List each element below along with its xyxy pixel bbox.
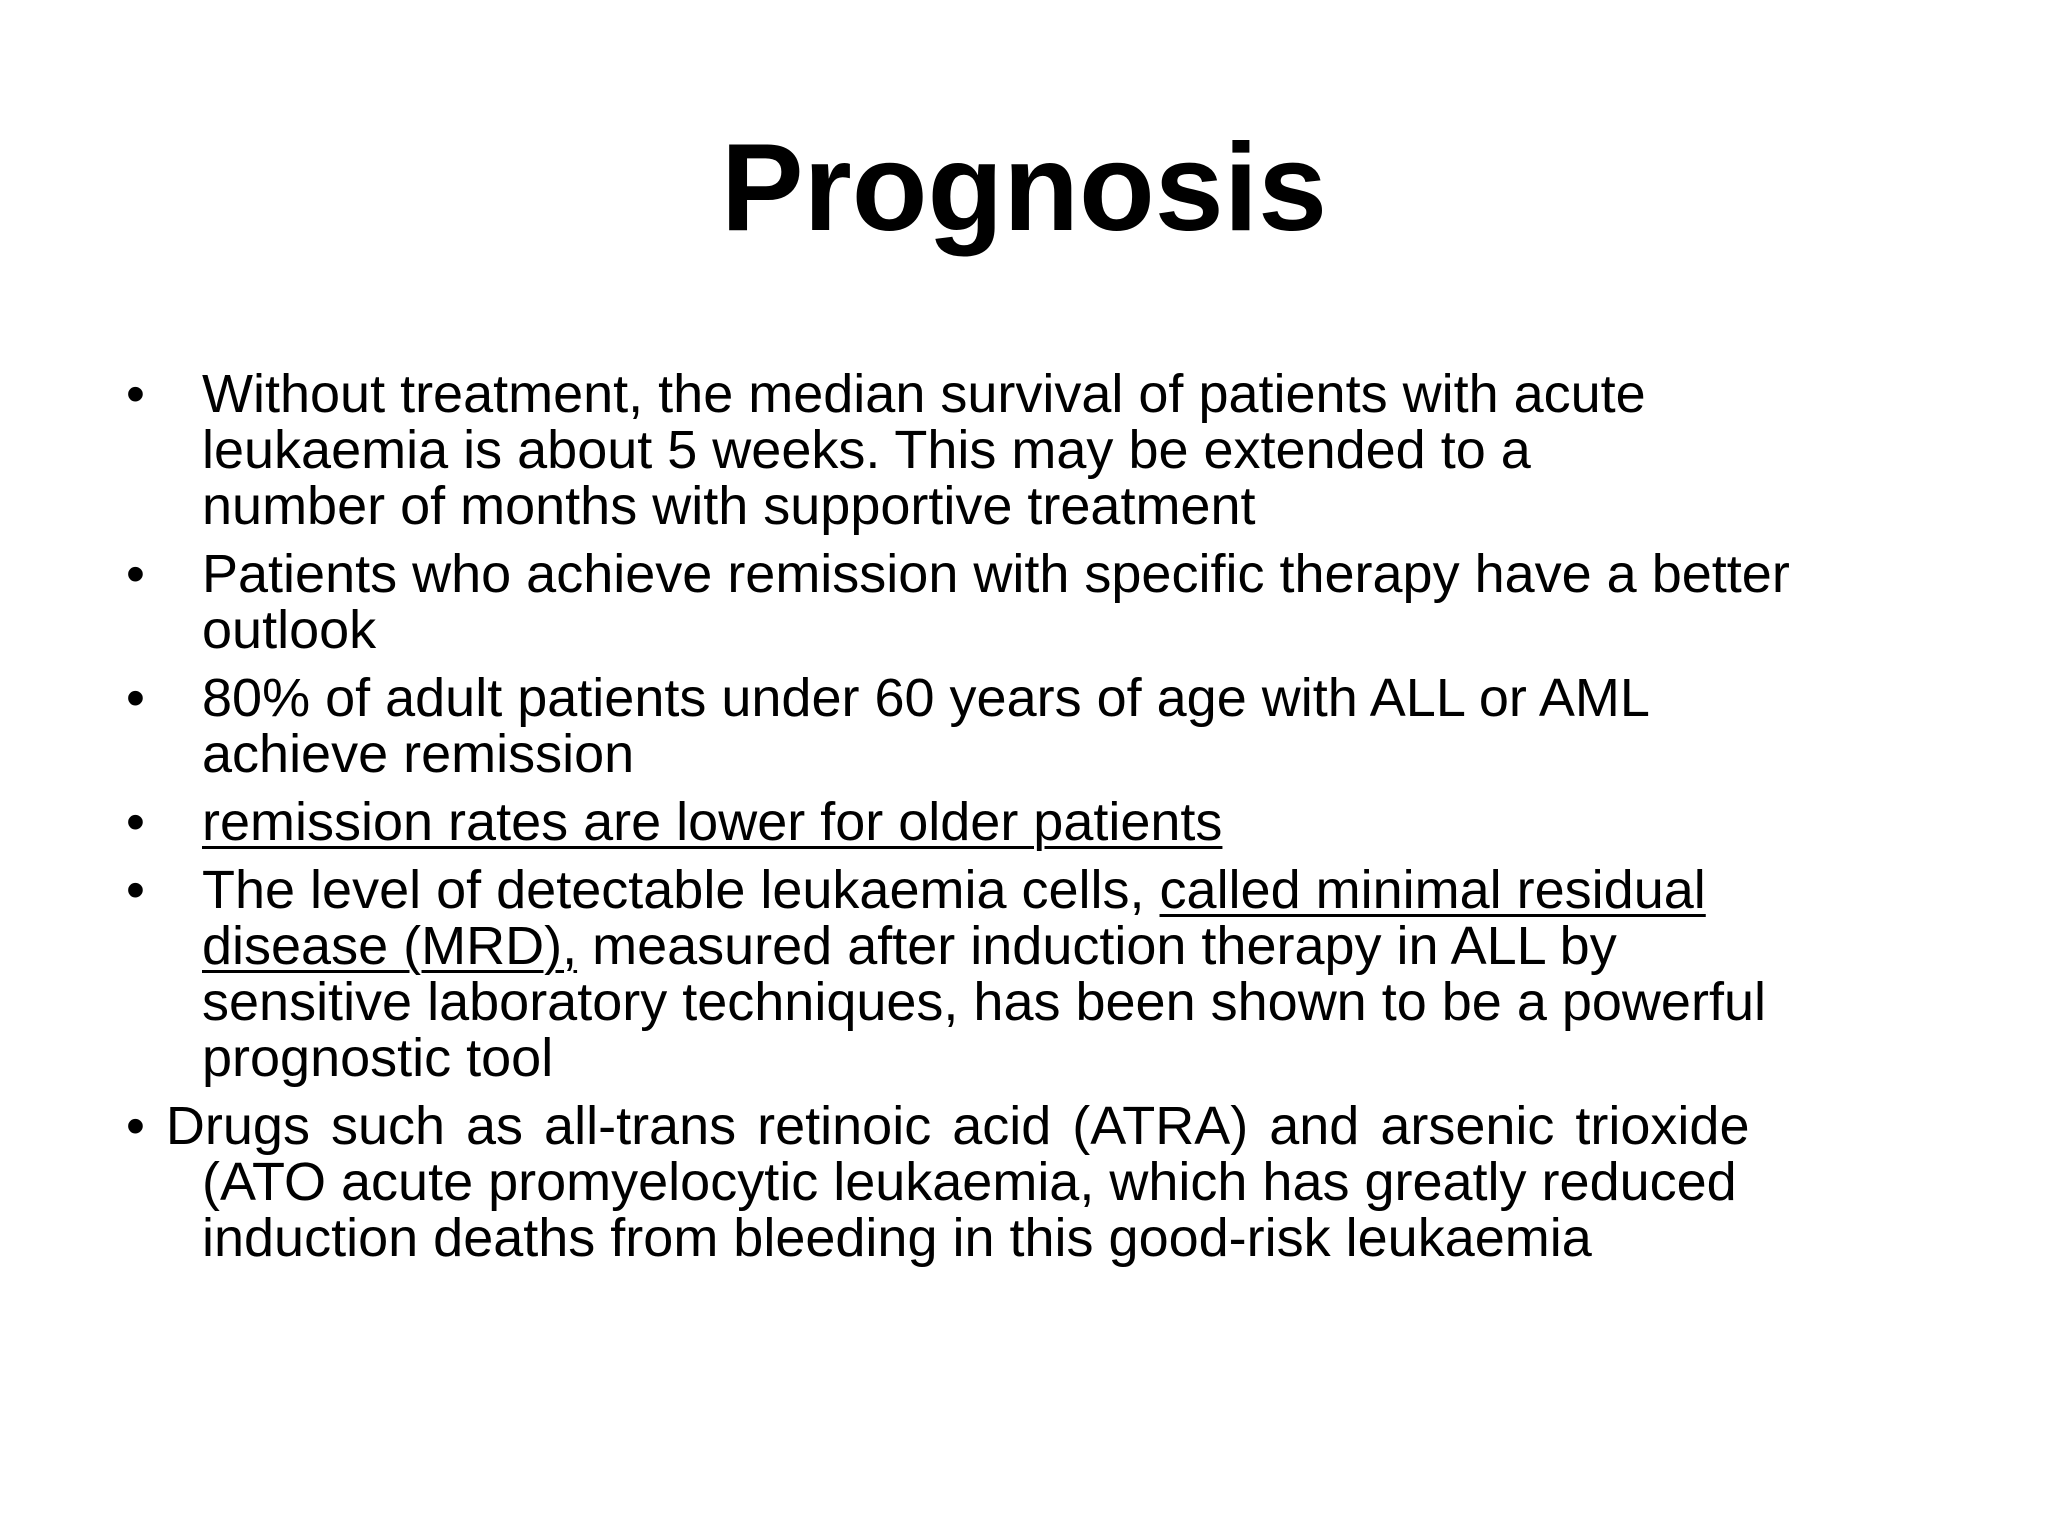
bullet-item-survival — [126, 366, 1926, 534]
bullet-list — [126, 366, 1926, 1098]
bullet-text-segment: measured after induction therapy in ALL by — [577, 916, 1617, 976]
bullet-marker: • — [126, 544, 145, 604]
bullet-text-line: number of months with supportive treatment — [202, 476, 1256, 536]
bullet-text-line: (ATO acute promyelocytic leukaemia, which has greatly reduced — [202, 1152, 1737, 1212]
bullet-text-segment: The level of detectable leukaemia cells, — [202, 860, 1160, 920]
bullet-marker: • — [126, 860, 145, 920]
bullet-marker: • — [126, 792, 145, 852]
bullet-text-line: Without treatment, the median survival of patients with acute — [202, 364, 1646, 424]
bullet-text-line — [202, 862, 1926, 918]
bullet-text-line: outlook — [202, 600, 377, 660]
bullet-text-line: achieve remission — [202, 724, 635, 784]
bullet-text-line: induction deaths from bleeding in this good-risk leukaemia — [202, 1208, 1592, 1268]
bullet-text-segment-underlined: called minimal residual — [1159, 860, 1706, 920]
bullet-text-line: Patients who achieve remission with specific therapy have a better — [202, 544, 1790, 604]
bullet-item-remission-outlook — [126, 546, 1926, 658]
bullet-text-line: • Drugs such as all-trans retinoic acid (ATRA) and arsenic trioxide — [126, 1096, 1750, 1156]
bullet-text-line: leukaemia is about 5 weeks. This may be extended to a — [202, 420, 1531, 480]
bullet-text-line-underlined: remission rates are lower for older patients — [202, 792, 1223, 852]
bullet-marker: • — [126, 364, 145, 424]
bullet-item-older-patients — [126, 794, 1926, 850]
bullet-text-segment-underlined: disease (MRD), — [202, 916, 578, 976]
bullet-text-line — [202, 918, 1926, 974]
slide-title: Prognosis — [720, 119, 1328, 257]
bullet-item-adult-remission — [126, 670, 1926, 782]
bullet-text-line: sensitive laboratory techniques, has been shown to be a powerful — [202, 972, 1766, 1032]
bullet-text-line: prognostic tool — [202, 1028, 554, 1088]
bullet-item-drugs — [126, 1098, 1926, 1266]
bullet-item-mrd — [126, 862, 1926, 1086]
bullet-text-line: 80% of adult patients under 60 years of age with ALL or AML — [202, 668, 1650, 728]
bullet-marker: • — [126, 668, 145, 728]
